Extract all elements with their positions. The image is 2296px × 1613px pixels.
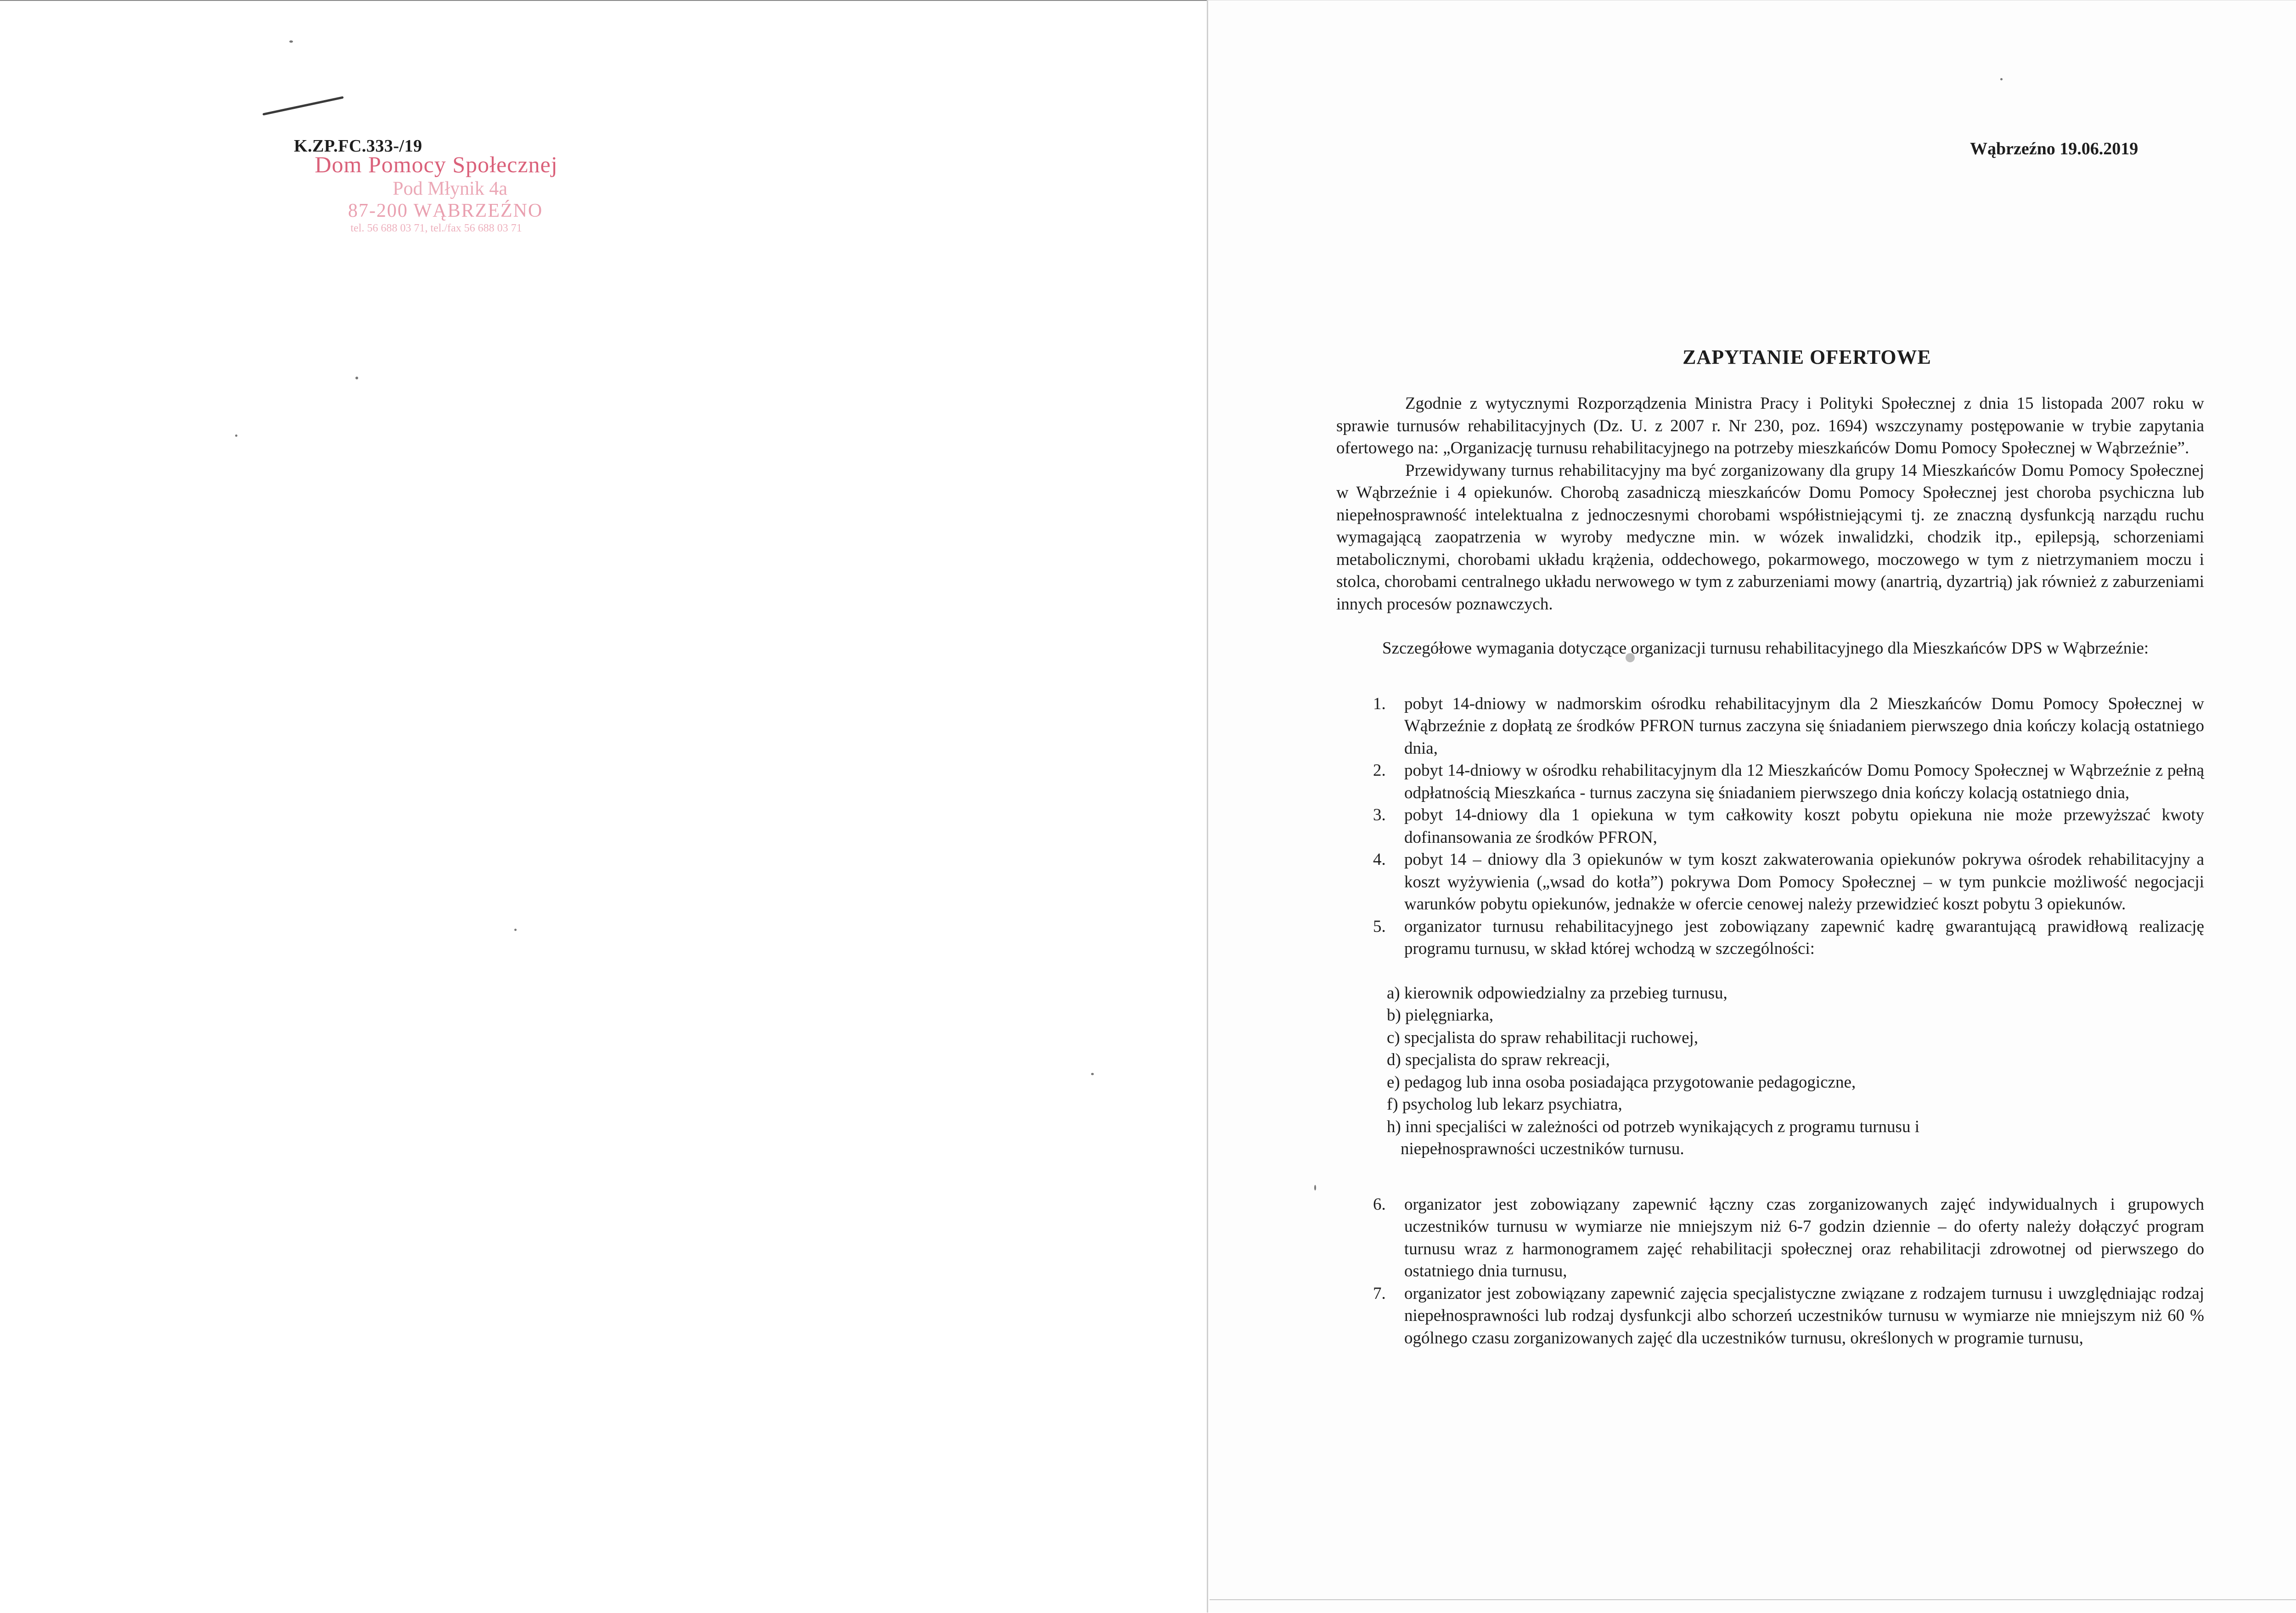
stamp-line-name: Dom Pomocy Społecznej [315, 152, 558, 177]
stamp-line-city: 87-200 WĄBRZEŹNO [348, 200, 543, 221]
list-item: 1. pobyt 14-dniowy w nadmorskim ośrodku rehabilitacyjnym dla 2 Mieszkańców Domu Pomocy Społecznej w Wąbrzeźnie z dopłatą ze środków PFRON turnus zaczyna się śniadaniem pierwszego dnia kończy kolacją ostatniego dnia, [1373, 694, 2204, 758]
list-item: 2. pobyt 14-dniowy w ośrodku rehabilitacyjnym dla 12 Mieszkańców Domu Pomocy Społecznej w Wąbrzeźnie z pełną odpłatnością Mieszkańca - turnus zaczyna się śniadaniem pierwszego dnia kończy kolacją ostatniego dnia, [1373, 761, 2204, 802]
document-body [1336, 393, 2204, 1349]
list-item: 3. pobyt 14-dniowy dla 1 opiekuna w tym całkowity koszt pobytu opiekuna nie może przewyższać kwoty dofinansowania ze środków PFRON, [1373, 806, 2204, 847]
list-item: 7. organizator jest zobowiązany zapewnić zajęcia specjalistyczne związane z rodzajem turnusu i uwzględniając rodzaj niepełnosprawności lub rodzaj dysfunkcji albo schorzeń uczestników turnusu w wymiarze nie mniejszym niż 60 % ogólnego czasu zorganizowanych zajęć dla uczestników turnusu, określonych w programie turnusu, [1373, 1284, 2204, 1348]
staff-item: b) pielęgniarka, [1387, 1006, 1494, 1025]
scan-speck [235, 434, 237, 437]
staff-item: h) inni specjaliści w zależności od potrzeb wynikających z programu turnusu i niepełnosprawności uczestników turnusu. [1387, 1116, 2204, 1161]
requirements-list [1336, 693, 2204, 960]
requirements-intro: Szczegółowe wymagania dotyczące organizacji turnusu rehabilitacyjnego dla Mieszkańców DPS w Wąbrzeźnie: [1382, 639, 2149, 658]
scan-speck [1091, 1073, 1094, 1075]
scan-bottom-edge [1210, 1599, 2296, 1600]
place-and-date: Wąbrzeźno 19.06.2019 [1970, 139, 2138, 158]
staff-item: e) pedagog lub inna osoba posiadająca przygotowanie pedagogiczne, [1387, 1072, 1856, 1092]
scan-speck [289, 40, 293, 43]
list-item: 4. pobyt 14 – dniowy dla 3 opiekunów w tym koszt zakwaterowania opiekunów pokrywa ośrodek rehabilitacyjny a koszt wyżywienia („wsad do kotła”) pokrywa Dom Pomocy Społecznej – w tym punkcie możliwość negocjacji warunków pobytu opiekunów, jednakże w ofercie cenowej należy przewidzieć koszt pobytu 3 opiekunów. [1373, 850, 2204, 914]
stamp-line-phone: tel. 56 688 03 71, tel./fax 56 688 03 71 [350, 222, 522, 234]
scan-speck [514, 929, 517, 931]
scan-speck [355, 377, 358, 379]
scan-speck [2000, 78, 2003, 80]
reference-number: K.ZP.FC.333-/19 [294, 136, 422, 156]
document-title: ZAPYTANIE OFERTOWE [1683, 346, 1931, 368]
paragraph-group-description: Przewidywany turnus rehabilitacyjny ma być zorganizowany dla grupy 14 Mieszkańców Domu Pomocy Społecznej w Wąbrzeźnie i 4 opiekunów. Chorobą zasadniczą mieszkańców Domu Pomocy Społecznej jest choroba psychiczna lub niepełnosprawność intelektualna z jednoczesnymi chorobami współistniejącymi tj. ze znaczną dysfunkcją narządu ruchu wymagającą zaopatrzenia w wyroby medyczne min. w wózek inwalidzki, chodzik itp., epilepsją, schorzeniami metabolicznymi, chorobami układu krążenia, oddechowego, pokarmowego, moczowego w tym z nietrzymaniem moczu i stolca, chorobami centralnego układu nerwowego w tym z zaburzeniami mowy (anartrią, dyzartrią) jak również z zaburzeniami innych procesów poznawczych. [1336, 461, 2204, 614]
requirements-list-continued [1336, 1194, 2204, 1350]
staff-item-continuation: niepełnosprawności uczestników turnusu. [1401, 1139, 1684, 1158]
scan-speck [1314, 1185, 1316, 1190]
institution-stamp [234, 152, 638, 235]
staff-list [1387, 982, 2204, 1161]
staff-item: f) psycholog lub lekarz psychiatra, [1387, 1095, 1622, 1114]
paragraph-intro: Zgodnie z wytycznymi Rozporządzenia Ministra Pracy i Polityki Społecznej z dnia 15 listopada 2007 roku w sprawie turnusów rehabilitacyjnych (Dz. U. z 2007 r. Nr 230, poz. 1694) wszczynamy postępowanie w trybie zapytania ofertowego na: „Organizację turnusu rehabilitacyjnego na potrzeby mieszkańców Domu Pomocy Społecznej w Wąbrzeźnie”. [1336, 394, 2204, 457]
stamp-line-street: Pod Młynik 4a [393, 178, 507, 199]
staff-item: c) specjalista do spraw rehabilitacji ruchowej, [1387, 1028, 1699, 1047]
list-item: 6. organizator jest zobowiązany zapewnić łączny czas zorganizowanych zajęć indywidualnych i grupowych uczestników turnusu w wymiarze nie mniejszym niż 6-7 godzin dziennie – do oferty należy dołączyć program turnusu wraz z harmonogramem zajęć rehabilitacji społecznej oraz rehabilitacji zdrowotnej od pierwszego do ostatniego dnia turnusu, [1373, 1195, 2204, 1280]
staff-item: a) kierownik odpowiedzialny za przebieg turnusu, [1387, 983, 1728, 1003]
list-item: 5. organizator turnusu rehabilitacyjnego jest zobowiązany zapewnić kadrę gwarantującą prawidłową realizację programu turnusu, w skład której wchodzą w szczególności: [1373, 917, 2204, 958]
staff-item: d) specjalista do spraw rekreacji, [1387, 1050, 1610, 1069]
